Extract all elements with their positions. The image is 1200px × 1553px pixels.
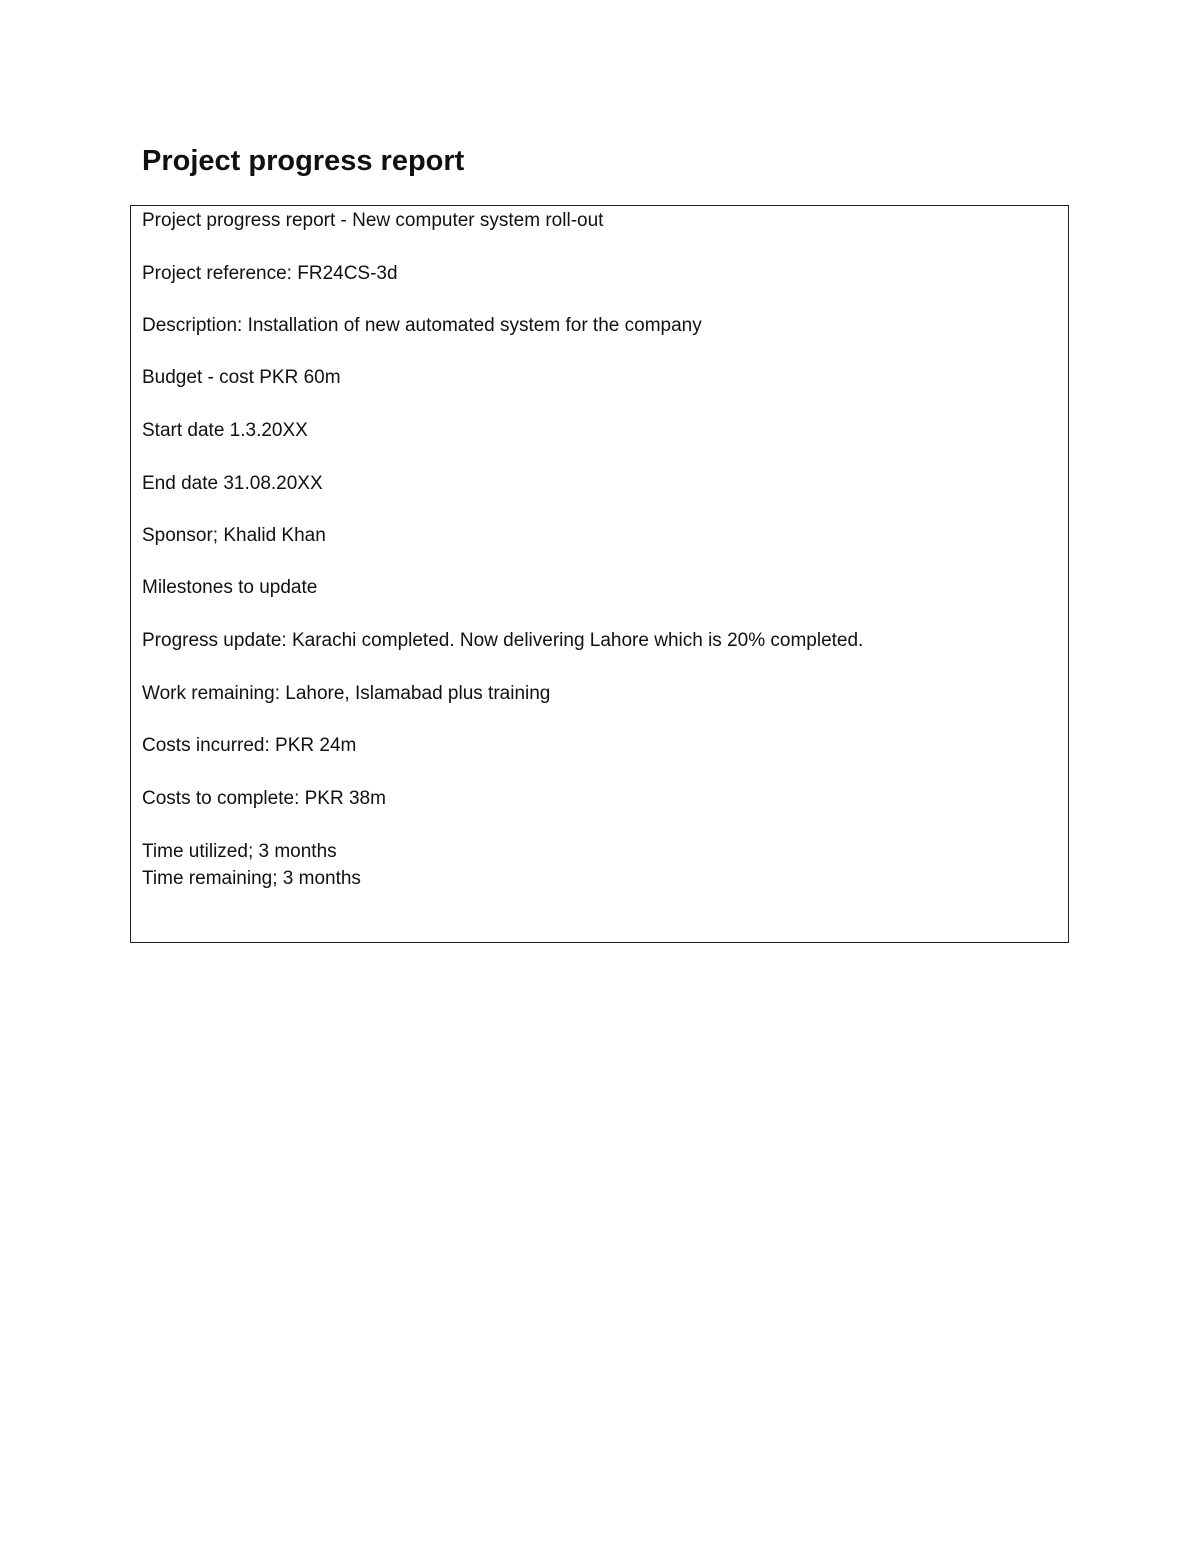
end-date-line: End date 31.08.20XX (142, 473, 323, 494)
page-title: Project progress report (142, 145, 465, 177)
costs-incurred-line: Costs incurred: PKR 24m (142, 735, 357, 756)
costs-to-complete-line: Costs to complete: PKR 38m (142, 788, 386, 809)
start-date-line: Start date 1.3.20XX (142, 420, 308, 441)
milestones-line: Milestones to update (142, 577, 318, 598)
report-box (130, 205, 1069, 943)
description-line: Description: Installation of new automated system for the company (142, 315, 702, 336)
project-reference-line: Project reference: FR24CS-3d (142, 263, 398, 284)
progress-update-line: Progress update: Karachi completed. Now delivering Lahore which is 20% completed. (142, 630, 864, 651)
time-utilized-line: Time utilized; 3 months (142, 841, 337, 862)
sponsor-line: Sponsor; Khalid Khan (142, 525, 326, 546)
report-heading-line: Project progress report - New computer system roll-out (142, 210, 604, 231)
time-remaining-line: Time remaining; 3 months (142, 868, 361, 889)
budget-line: Budget - cost PKR 60m (142, 367, 341, 388)
work-remaining-line: Work remaining: Lahore, Islamabad plus training (142, 683, 551, 704)
